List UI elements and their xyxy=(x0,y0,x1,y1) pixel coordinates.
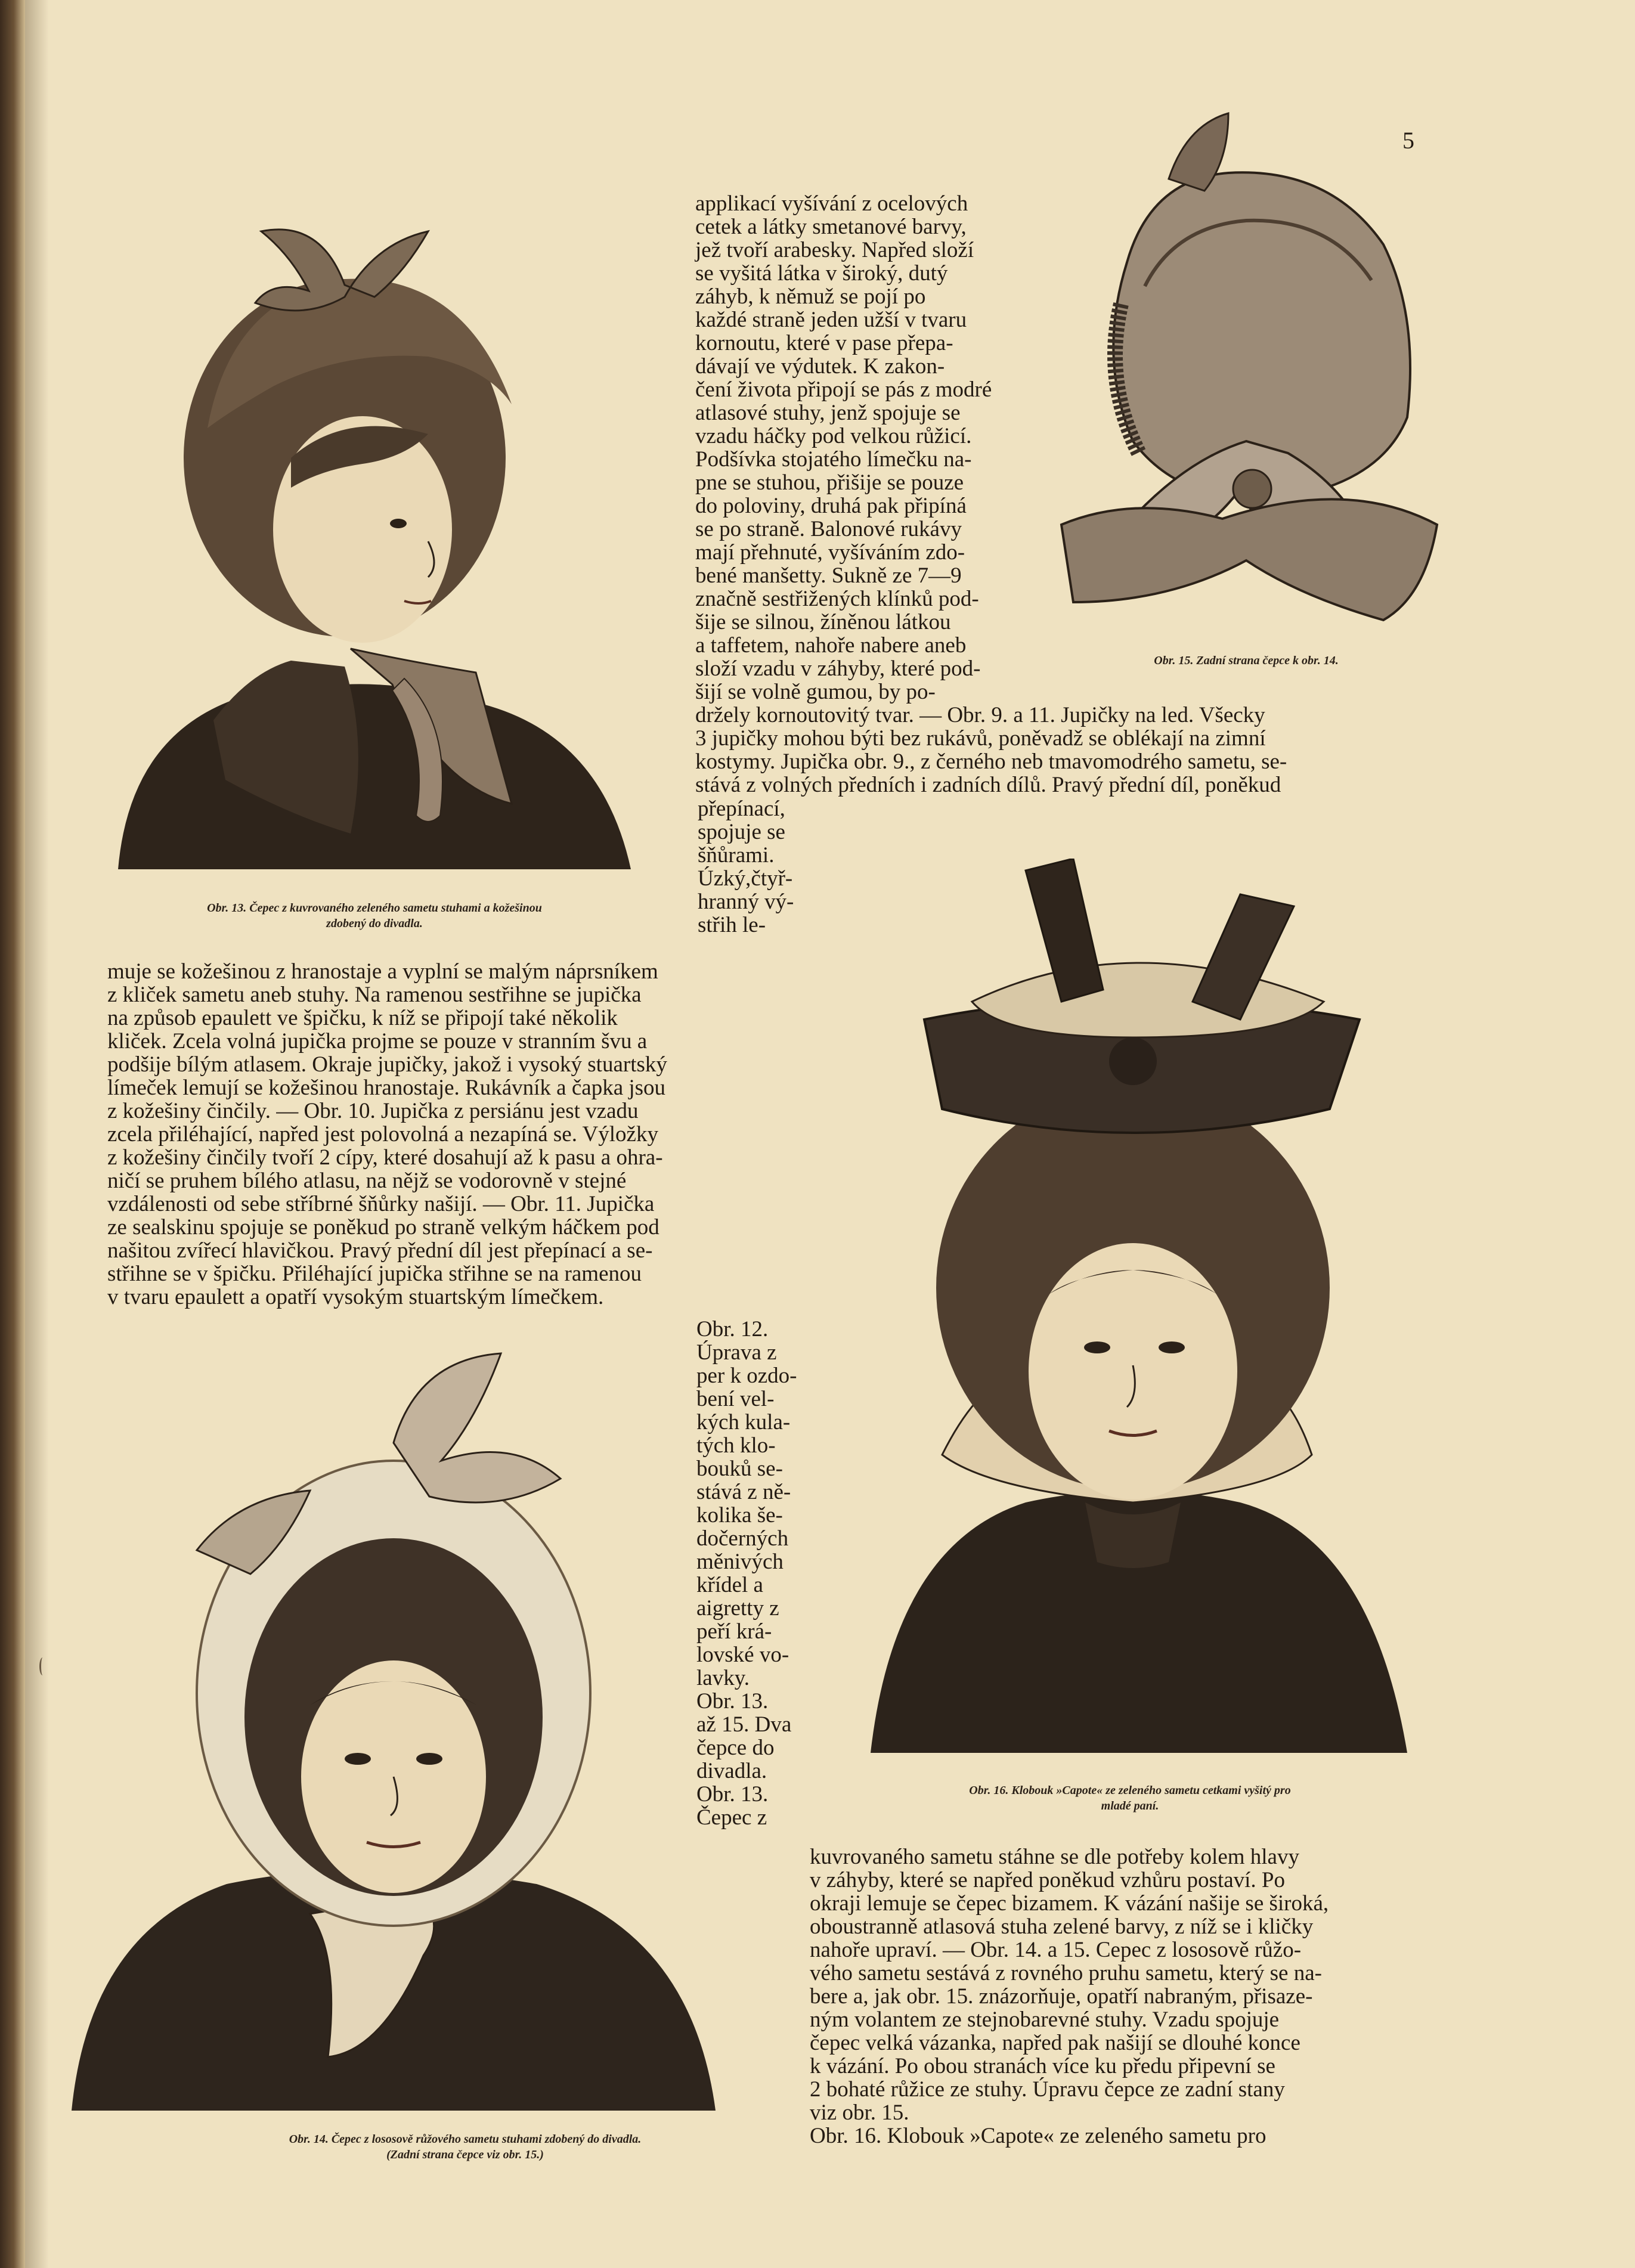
figure-14-caption: Obr. 14. Čepec z lososově růžového sametu stuhami zdobený do divadla. (Zadní strana čepce viz obr. 15.) xyxy=(289,2133,642,2161)
figure-13-illustration xyxy=(94,207,655,878)
page-number: 5 xyxy=(1402,127,1414,154)
text-column-bottom-right: kuvrovaného sametu stáhne se dle potřeby kolem hlavy v záhyby, které se napřed poněkud vzhůru postaví. Po okraji lemuje se čepec bizamem. K vázání našije se široká, oboustranně atlasová stuha zelené barvy, z níž se i kličky nahoře upraví. — Obr. 14. a 15. Cepec z lososově růžo- vého sametu sestává z rovného pruhu sametu, který se na- bere a, jak obr. 15. znázorňuje, opatří nabraným, přisaze- ným volantem ze stejnobarevné stuhy. Vzadu spojuje čepec velká vázanka, napřed pak našijí se dlouhé konce k vázání. Po obou stranách více ku předu připevní se 2 bohaté růžice ze stuhy. Úpravu čepce ze zadní stany viz obr. 15. Obr. 16. Klobouk »Capote« ze zeleného sametu pro xyxy=(810,1845,1329,2148)
text-column-top-middle: applikací vyšívání z ocelových cetek a látky smetanové barvy, jež tvoří arabesky. Napřed složí se vyšitá látka v široký, dutý záhyb, k němuž se pojí po každé straně jeden užší v tvaru kornoutu, které v pase přepa- dávají ve výdutek. K zakon- čení života připojí se pás z modré atlasové stuhy, jenž spojuje se vzadu háčky pod velkou růžicí. Podšívka stojatého límečku na- pne se stuhou, přišije se pouze do poloviny, druhá pak připíná se po straně. Balonové rukávy mají přehnuté, vyšíváním zdo- bené manšetty. Sukně ze 7—9 značně sestřižených klínků pod- šije se silnou, žíněnou látkou a taffetem, nahoře nabere aneb složí vzadu v záhyby, které pod- šijí se volně gumou, by po- xyxy=(695,191,992,704)
text-column-narrow-1: přepínací, spojuje se šňůrami. Úzký,čtyř- hranný vý- střih le- xyxy=(698,797,794,937)
figure-15-illustration xyxy=(1049,107,1443,626)
figure-16-illustration xyxy=(823,859,1437,1765)
figure-16-caption: Obr. 16. Klobouk »Capote« ze zeleného sametu cetkami vyšitý pro mladé paní. xyxy=(969,1784,1291,1812)
book-binding-edge xyxy=(0,0,25,2268)
ink-mark xyxy=(39,1657,46,1675)
page-gutter-shadow xyxy=(25,0,49,2268)
figure-15-caption: Obr. 15. Zadní strana čepce k obr. 14. xyxy=(1154,654,1339,667)
text-column-narrow-2: Obr. 12. Úprava z per k ozdo- bení vel- kých kula- tých klo- bouků se- stává z ně- kolika še- dočerných měnivých křídel a aigretty z peří krá- lovské vo- lavky. Obr. 13. až 15. Dva čepce do divadla. Obr. 13. Čepec z xyxy=(696,1317,797,1830)
figure-13-caption: Obr. 13. Čepec z kuvrovaného zeleného sametu stuhami a kožešinou zdobený do divadla. xyxy=(207,901,542,930)
figure-14-illustration xyxy=(60,1347,721,2117)
text-block-jupicky: držely kornoutovitý tvar. — Obr. 9. a 11. Jupičky na led. Všecky 3 jupičky mohou býti bez rukávů, poněvadž se oblékají na zimní kostymy. Jupička obr. 9., z černého neb tmavomodrého sametu, se- stává z volných předních i zadních dílů. Pravý přední díl, poněkud xyxy=(695,703,1287,797)
text-column-main-left: muje se kožešinou z hranostaje a vyplní se malým náprsníkem z kliček sametu aneb stuhy. Na ramenou sestřihne se jupička na způsob epaulett ve špičku, k níž se připojí také několik kliček. Zcela volná jupička projme se pouze v stranním švu a podšije bílým atlasem. Okraje jupičky, jakož i vysoký stuartský límeček lemují se kožešinou hranostaje. Rukávník a čapka jsou z kožešiny činčily. — Obr. 10. Jupička z persiánu jest vzadu zcela přiléhající, napřed jest polovolná a nezapíná se. Výložky z kožešiny činčily tvoří 2 cípy, které dosahují až k pasu a ohra- ničí se pruhem bílého atlasu, na nějž se vodorovně v stejné vzdálenosti od sebe stříbrné šňůrky našijí. — Obr. 11. Jupička ze sealskinu spojuje se poněkud po straně velkým háčkem pod našitou zvířecí hlavičkou. Pravý přední díl jest přepínací a se- střihne se v špičku. Přiléhající jupička střihne se na ramenou v tvaru epaulett a opatří vysokým stuartským límečkem. xyxy=(107,959,667,1309)
